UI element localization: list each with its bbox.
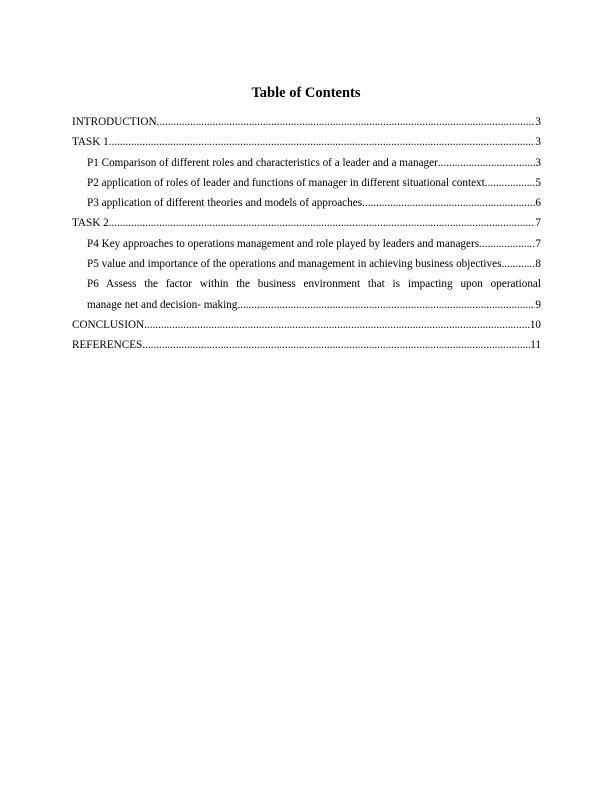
toc-leader-dots — [157, 112, 536, 132]
toc-entry-p3[interactable] — [72, 193, 541, 213]
toc-entry-page: 11 — [530, 339, 541, 352]
toc-entry-page: 3 — [535, 156, 541, 169]
toc-leader-dots — [438, 153, 536, 173]
toc-entry-page: 5 — [535, 176, 541, 189]
toc-entry-page: 3 — [535, 136, 541, 149]
toc-entry-label-line1: P6 Assess the factor within the business environment that is impacting upon operational — [87, 278, 541, 291]
toc-entry-page: 3 — [535, 116, 541, 128]
toc-entry-label-line2: manage net and decision- making — [87, 298, 238, 311]
toc-entry-p1[interactable] — [72, 153, 541, 173]
toc-entry-page: 7 — [535, 217, 541, 230]
toc-entry-label: TASK 2 — [72, 217, 109, 230]
toc-leader-dots — [504, 254, 535, 274]
toc-entry-p2[interactable] — [72, 173, 541, 193]
toc-entry-page: 7 — [535, 237, 541, 250]
toc-entry-label: P3 application of different theories and models of approaches. — [87, 197, 365, 210]
toc-leader-dots — [109, 213, 536, 233]
toc-entry-p6[interactable] — [72, 274, 541, 315]
toc-title: Table of Contents — [251, 85, 361, 101]
toc-entry-references[interactable] — [72, 335, 541, 355]
toc-leader-dots — [237, 295, 535, 315]
toc-entry-label: P1 Comparison of different roles and characteristics of a leader and a manager — [87, 156, 438, 169]
toc-entry-label: P4 Key approaches to operations management and role played by leaders and managers — [87, 237, 480, 250]
toc-entry-p5[interactable] — [72, 254, 541, 274]
toc-entry-task2[interactable] — [72, 213, 541, 233]
toc-leader-dots — [109, 132, 536, 152]
table-of-contents — [72, 112, 541, 356]
toc-entry-task1[interactable] — [72, 132, 541, 152]
toc-entry-label: TASK 1 — [72, 136, 109, 149]
toc-entry-introduction[interactable] — [72, 112, 541, 132]
toc-entry-page: 8 — [535, 258, 541, 271]
toc-entry-conclusion[interactable] — [72, 315, 541, 335]
toc-leader-dots — [144, 315, 530, 335]
toc-entry-page: 10 — [529, 318, 541, 331]
toc-entry-label: REFERENCES — [72, 339, 143, 352]
toc-leader-dots — [479, 234, 535, 254]
toc-entry-label: P5 value and importance of the operations and management in achieving business objectives. — [87, 258, 505, 271]
toc-entry-label: P2 application of roles of leader and functions of manager in different situational context. — [87, 176, 488, 189]
toc-entry-page: 6 — [535, 197, 541, 210]
toc-entry-label: CONCLUSION — [72, 318, 145, 331]
toc-leader-dots — [142, 335, 530, 355]
toc-leader-dots — [365, 193, 536, 213]
toc-leader-dots — [488, 173, 536, 193]
toc-entry-page: 9 — [535, 298, 541, 311]
toc-entry-line2 — [87, 295, 541, 315]
toc-entry-p4[interactable] — [72, 234, 541, 254]
toc-entry-label: INTRODUCTION — [72, 116, 157, 128]
